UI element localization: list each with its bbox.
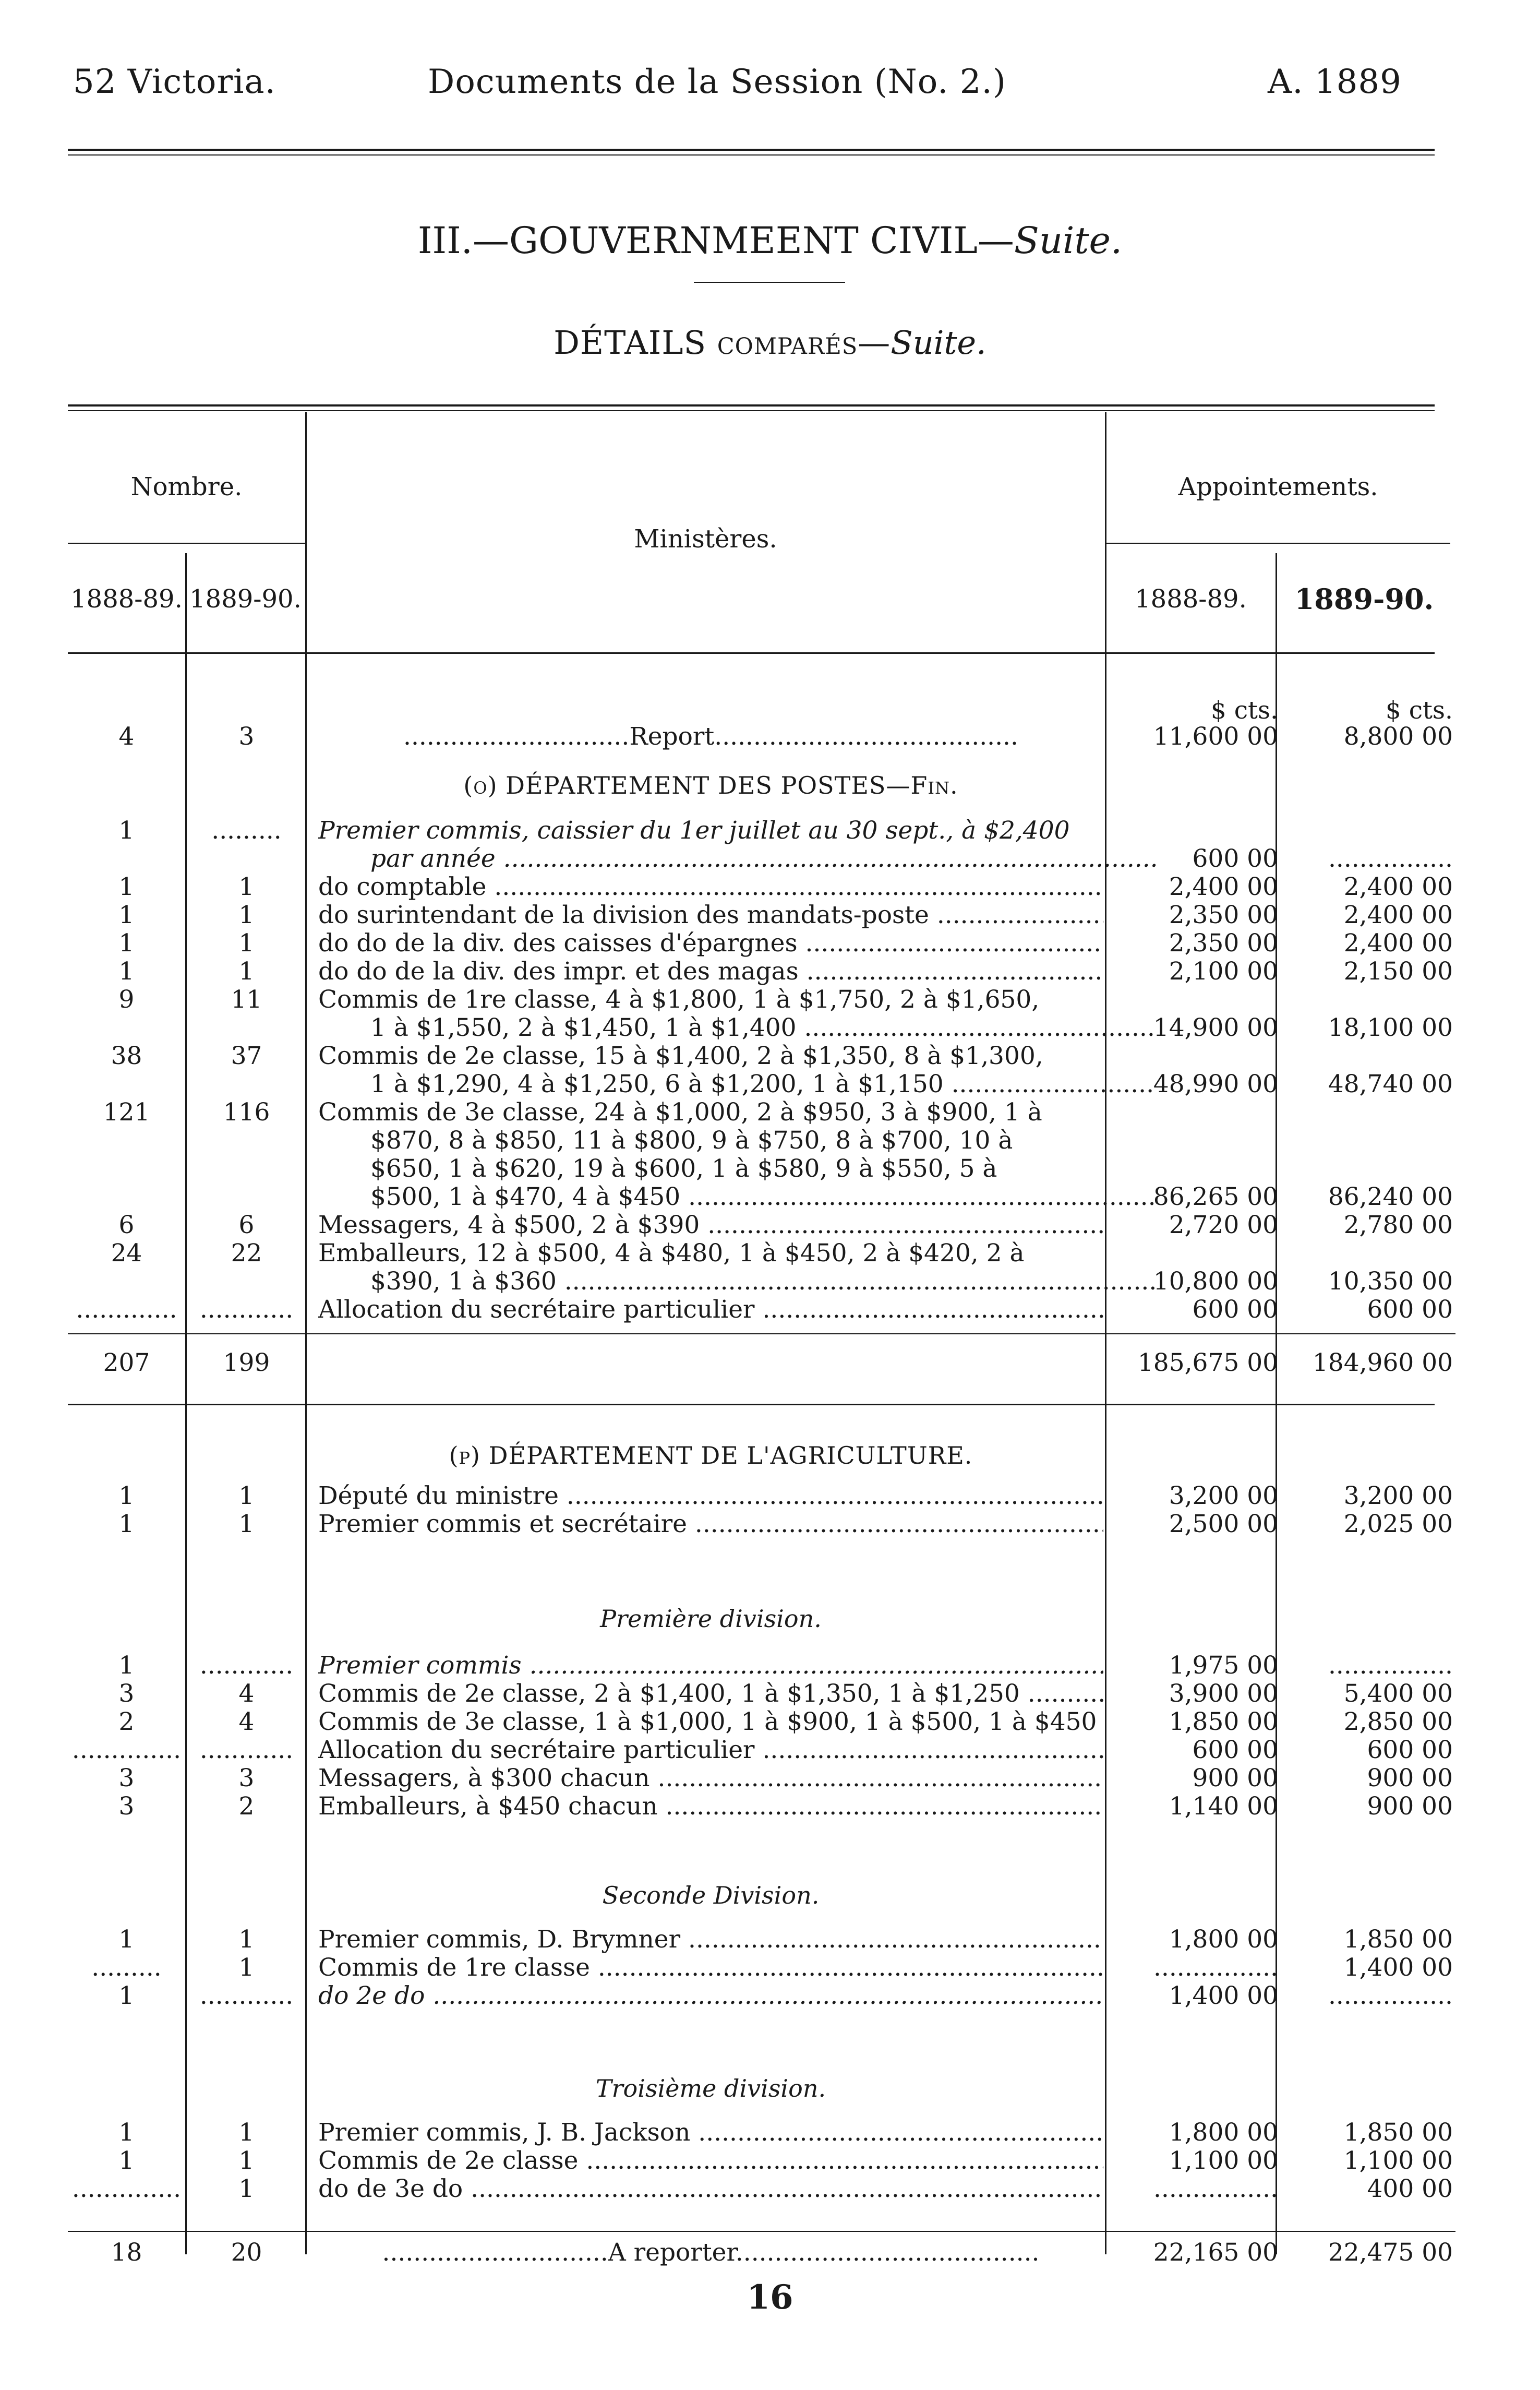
row-n1: 1: [118, 2146, 135, 2175]
row-a2: 2,850 00: [1343, 1707, 1453, 1736]
table-row: [0, 1211, 1540, 1239]
table-row: [0, 1708, 1540, 1736]
row-n1: 3: [118, 1764, 135, 1793]
row-n2: 1: [238, 1510, 255, 1538]
table-row: [0, 958, 1540, 986]
row-a2: 900 00: [1367, 1764, 1453, 1793]
row-description: Commis de 3e classe, 24 à $1,000, 2 à $950, 3 à $900, 1 à: [318, 1098, 1042, 1127]
row-a2: 1,850 00: [1343, 2118, 1453, 2147]
header-right: A. 1889: [1268, 63, 1402, 101]
table-row: [0, 1926, 1540, 1954]
currency-label-2: $ cts.: [1385, 696, 1453, 725]
section-title-main: III.—GOUVERNMEENT CIVIL—: [417, 219, 1014, 262]
col-year2: 1889-90.: [189, 584, 302, 614]
row-n2: 6: [238, 1211, 255, 1239]
row-description: 1 à $1,290, 4 à $1,250, 6 à $1,200, 1 à $1,150 .....: [318, 1070, 1156, 1098]
row-n2: 1: [238, 2174, 255, 2203]
row-n2: ............: [199, 1981, 294, 2010]
row-description: Premier commis et secrétaire .....: [318, 1510, 1103, 1538]
postes-total-a2: 184,960 00: [1312, 1348, 1453, 1377]
row-a1: 600 00: [1192, 1736, 1278, 1764]
row-a1: 1,850 00: [1169, 1707, 1278, 1736]
header-row-rule: [68, 652, 1435, 654]
reporter-n2: 20: [231, 2238, 262, 2267]
header-rule-bottom: [68, 154, 1435, 156]
nombre-divider: [68, 543, 305, 544]
row-a2: 2,150 00: [1343, 957, 1453, 986]
row-description: do comptable .....: [318, 873, 1103, 901]
table-row: [0, 1764, 1540, 1793]
row-n1: .............: [76, 1295, 177, 1324]
row-n1: 24: [111, 1239, 142, 1268]
row-n1: 2: [118, 1707, 135, 1736]
row-a1: 2,500 00: [1169, 1510, 1278, 1538]
report-n1: 4: [118, 722, 135, 751]
row-a2: 1,850 00: [1343, 1925, 1453, 1954]
header-rule-top: [68, 149, 1435, 151]
row-a2: ................: [1328, 844, 1453, 873]
row-a2: 400 00: [1367, 2174, 1453, 2203]
row-a1: 2,350 00: [1169, 929, 1278, 958]
row-description: Premier commis, D. Brymner .....: [318, 1926, 1103, 1954]
postes-total-rule: [68, 1333, 1455, 1334]
row-n2: 4: [238, 1679, 255, 1708]
table-row: [0, 1652, 1540, 1680]
col-app-year1: 1888-89.: [1135, 584, 1247, 614]
table-row: [0, 817, 1540, 845]
row-description: Premier commis, caissier du 1er juillet au 30 sept., à $2,400: [318, 817, 1070, 845]
row-description: Député du ministre .....: [318, 1482, 1103, 1510]
row-n2: 1: [238, 2146, 255, 2175]
table-row: [0, 986, 1540, 1014]
subtitle-main: DÉTAILS comparés—: [554, 324, 891, 362]
row-description: do do de la div. des impr. et des magas .....: [318, 958, 1103, 986]
row-description: Emballeurs, 12 à $500, 4 à $480, 1 à $450, 2 à $420, 2 à: [318, 1239, 1025, 1268]
row-description: Commis de 2e classe .....: [318, 2147, 1103, 2175]
postes-total-n2: 199: [223, 1348, 270, 1377]
row-n2: 22: [231, 1239, 262, 1268]
row-a1: 1,400 00: [1169, 1981, 1278, 2010]
row-a1: 48,990 00: [1153, 1070, 1278, 1098]
row-a2: ................: [1328, 1651, 1453, 1680]
row-description: Messagers, à $300 chacun .....: [318, 1764, 1103, 1793]
report-label: .............................Report.......................................: [403, 723, 1018, 751]
row-n1: 3: [118, 1679, 135, 1708]
row-n2: ............: [199, 1295, 294, 1324]
row-a2: 600 00: [1367, 1295, 1453, 1324]
row-n2: 1: [238, 2118, 255, 2147]
row-description: Commis de 3e classe, 1 à $1,000, 1 à $900, 1 à $500, 1 à $450 .....: [318, 1708, 1103, 1736]
row-n1: 1: [118, 929, 135, 958]
row-a1: 1,800 00: [1169, 2118, 1278, 2147]
row-n1: 9: [118, 985, 135, 1014]
row-n2: 1: [238, 1953, 255, 1982]
row-n2: 1: [238, 1481, 255, 1510]
table-row: [0, 1070, 1540, 1098]
row-n1: 1: [118, 901, 135, 929]
row-description: $650, 1 à $620, 19 à $600, 1 à $580, 9 à $550, 5 à: [370, 1155, 997, 1183]
header-left: 52 Victoria.: [73, 63, 276, 101]
row-description: $500, 1 à $470, 4 à $450 .....: [318, 1183, 1156, 1211]
subtitle-suffix: Suite.: [891, 324, 986, 362]
table-row: [0, 1736, 1540, 1764]
row-a1: 600 00: [1192, 844, 1278, 873]
row-n2: 1: [238, 873, 255, 901]
row-n1: 1: [118, 2118, 135, 2147]
page-number: 16: [747, 2278, 793, 2317]
table-row: [0, 845, 1540, 873]
table-row: [0, 1793, 1540, 1821]
row-n1: 1: [118, 1925, 135, 1954]
row-a2: 18,100 00: [1328, 1013, 1453, 1042]
row-n2: 11: [231, 985, 262, 1014]
row-n1: 38: [111, 1042, 142, 1070]
postes-total-n1: 207: [103, 1348, 150, 1377]
row-a1: 86,265 00: [1153, 1182, 1278, 1211]
row-n2: 1: [238, 1925, 255, 1954]
row-a1: 1,140 00: [1169, 1792, 1278, 1821]
currency-row: [0, 697, 1540, 725]
currency-label-1: $ cts.: [1210, 696, 1278, 725]
subtitle: [0, 324, 1540, 362]
table-top-rule-1: [68, 404, 1435, 407]
row-n2: .........: [211, 816, 282, 845]
title-divider: [694, 282, 845, 283]
table-row: [0, 1510, 1540, 1538]
report-a2: 8,800 00: [1343, 722, 1453, 751]
row-description: par année .....: [318, 845, 1156, 873]
row-n2: ............: [199, 1651, 294, 1680]
row-a1: 3,900 00: [1169, 1679, 1278, 1708]
postes-total-a1: 185,675 00: [1137, 1348, 1278, 1377]
row-n1: 6: [118, 1211, 135, 1239]
row-n2: 4: [238, 1707, 255, 1736]
section-postes: (o) DÉPARTEMENT DES POSTES—Fin.: [463, 771, 958, 799]
row-a1: 2,100 00: [1169, 957, 1278, 986]
section-premiere: Première division.: [600, 1605, 822, 1633]
reporter-n1: 18: [111, 2238, 142, 2267]
reporter-a1: 22,165 00: [1153, 2238, 1278, 2267]
row-description: Emballeurs, à $450 chacun .....: [318, 1793, 1103, 1821]
table-row: [0, 1680, 1540, 1708]
row-a1: 2,400 00: [1169, 873, 1278, 901]
row-n1: 121: [103, 1098, 150, 1127]
row-description: do 2e do .....: [318, 1982, 1103, 2010]
table-row: [0, 1239, 1540, 1268]
table-top-rule-2: [68, 410, 1435, 411]
row-description: Messagers, 4 à $500, 2 à $390 .....: [318, 1211, 1103, 1239]
row-a1: 600 00: [1192, 1295, 1278, 1324]
row-a2: 48,740 00: [1328, 1070, 1453, 1098]
row-description: Premier commis, J. B. Jackson .....: [318, 2119, 1103, 2147]
row-a1: ................: [1153, 2174, 1278, 2203]
row-n2: 1: [238, 929, 255, 958]
row-description: do surintendant de la division des mandats-poste .....: [318, 901, 1103, 929]
row-a2: 1,400 00: [1343, 1953, 1453, 1982]
table-row: [0, 901, 1540, 929]
row-description: do do de la div. des caisses d'épargnes .....: [318, 929, 1103, 958]
row-a1: 1,975 00: [1169, 1651, 1278, 1680]
table-row: [0, 1183, 1540, 1211]
table-row: [0, 1296, 1540, 1324]
col-ministeres: Ministères.: [634, 524, 777, 554]
row-n2: ............: [199, 1736, 294, 1764]
row-a2: 2,025 00: [1343, 1510, 1453, 1538]
table-row: [0, 2119, 1540, 2147]
row-a2: 10,350 00: [1328, 1267, 1453, 1296]
row-n2: 1: [238, 901, 255, 929]
row-a2: 2,400 00: [1343, 901, 1453, 929]
row-a1: ................: [1153, 1953, 1278, 1982]
reporter-a2: 22,475 00: [1328, 2238, 1453, 2267]
table-row: [0, 873, 1540, 901]
row-description: Commis de 2e classe, 2 à $1,400, 1 à $1,350, 1 à $1,250 .....: [318, 1680, 1103, 1708]
row-a2: 3,200 00: [1343, 1481, 1453, 1510]
col-appointements: Appointements.: [1178, 472, 1378, 501]
row-a2: ................: [1328, 1981, 1453, 2010]
table-row: [0, 1042, 1540, 1070]
row-n1: 1: [118, 1510, 135, 1538]
table-row: [0, 1482, 1540, 1510]
table-row: [0, 2175, 1540, 2203]
row-a1: 2,350 00: [1169, 901, 1278, 929]
col-year1: 1888-89.: [70, 584, 183, 614]
appointements-divider: [1106, 543, 1450, 544]
table-row: [0, 1268, 1540, 1296]
row-n2: 2: [238, 1792, 255, 1821]
row-a1: 14,900 00: [1153, 1013, 1278, 1042]
report-row: [0, 723, 1540, 751]
row-a2: 600 00: [1367, 1736, 1453, 1764]
row-a1: 900 00: [1192, 1764, 1278, 1793]
row-a2: 2,400 00: [1343, 873, 1453, 901]
report-a1: 11,600 00: [1153, 722, 1278, 751]
table-row: [0, 1127, 1540, 1155]
col-nombre: Nombre.: [130, 472, 243, 501]
table-row: [0, 1982, 1540, 2010]
row-description: do de 3e do .....: [318, 2175, 1103, 2203]
row-n1: 1: [118, 1651, 135, 1680]
row-a2: 1,100 00: [1343, 2146, 1453, 2175]
row-n1: ..............: [71, 2174, 182, 2203]
postes-total-row: [0, 1349, 1540, 1377]
row-a2: 2,780 00: [1343, 1211, 1453, 1239]
section-troisieme: Troisième division.: [595, 2074, 826, 2102]
section-seconde: Seconde Division.: [602, 1881, 820, 1909]
col-app-year2: 1889-90.: [1294, 582, 1434, 616]
row-a2: 900 00: [1367, 1792, 1453, 1821]
row-a2: 86,240 00: [1328, 1182, 1453, 1211]
table-row: [0, 1098, 1540, 1127]
postes-end-rule: [68, 1404, 1435, 1405]
table-row: [0, 1014, 1540, 1042]
row-a1: 1,100 00: [1169, 2146, 1278, 2175]
section-title: [0, 219, 1540, 262]
table-row: [0, 929, 1540, 958]
row-description: $390, 1 à $360 .....: [318, 1268, 1156, 1296]
row-description: Commis de 1re classe .....: [318, 1954, 1103, 1982]
row-a1: 2,720 00: [1169, 1211, 1278, 1239]
row-n1: 1: [118, 873, 135, 901]
row-n1: 3: [118, 1792, 135, 1821]
row-n1: 1: [118, 957, 135, 986]
reporter-row: [0, 2239, 1540, 2267]
row-n1: 1: [118, 1481, 135, 1510]
reporter-rule: [68, 2231, 1455, 2232]
row-n2: 37: [231, 1042, 262, 1070]
table-row: [0, 1155, 1540, 1183]
row-description: Allocation du secrétaire particulier .....: [318, 1296, 1103, 1324]
row-n2: 3: [238, 1764, 255, 1793]
row-a1: 1,800 00: [1169, 1925, 1278, 1954]
row-n1: 1: [118, 1981, 135, 2010]
row-n1: .........: [91, 1953, 162, 1982]
row-n1: 1: [118, 816, 135, 845]
reporter-label: .............................A reporter.......................................: [382, 2239, 1040, 2267]
row-description: 1 à $1,550, 2 à $1,450, 1 à $1,400 .....: [318, 1014, 1156, 1042]
row-n1: ..............: [71, 1736, 182, 1764]
section-title-suffix: Suite.: [1014, 219, 1123, 262]
row-n2: 116: [223, 1098, 270, 1127]
row-description: Allocation du secrétaire particulier .....: [318, 1736, 1103, 1764]
row-a2: 2,400 00: [1343, 929, 1453, 958]
section-agriculture: (p) DÉPARTEMENT DE L'AGRICULTURE.: [449, 1441, 973, 1469]
table-row: [0, 1954, 1540, 1982]
row-a1: 10,800 00: [1153, 1267, 1278, 1296]
row-description: Premier commis .....: [318, 1652, 1103, 1680]
header-center: Documents de la Session (No. 2.): [428, 63, 1006, 101]
row-description: Commis de 1re classe, 4 à $1,800, 1 à $1,750, 2 à $1,650,: [318, 986, 1040, 1014]
row-a2: 5,400 00: [1343, 1679, 1453, 1708]
row-description: Commis de 2e classe, 15 à $1,400, 2 à $1,350, 8 à $1,300,: [318, 1042, 1043, 1070]
row-description: $870, 8 à $850, 11 à $800, 9 à $750, 8 à $700, 10 à: [370, 1127, 1013, 1155]
row-n2: 1: [238, 957, 255, 986]
table-row: [0, 2147, 1540, 2175]
report-n2: 3: [238, 722, 255, 751]
row-a1: 3,200 00: [1169, 1481, 1278, 1510]
